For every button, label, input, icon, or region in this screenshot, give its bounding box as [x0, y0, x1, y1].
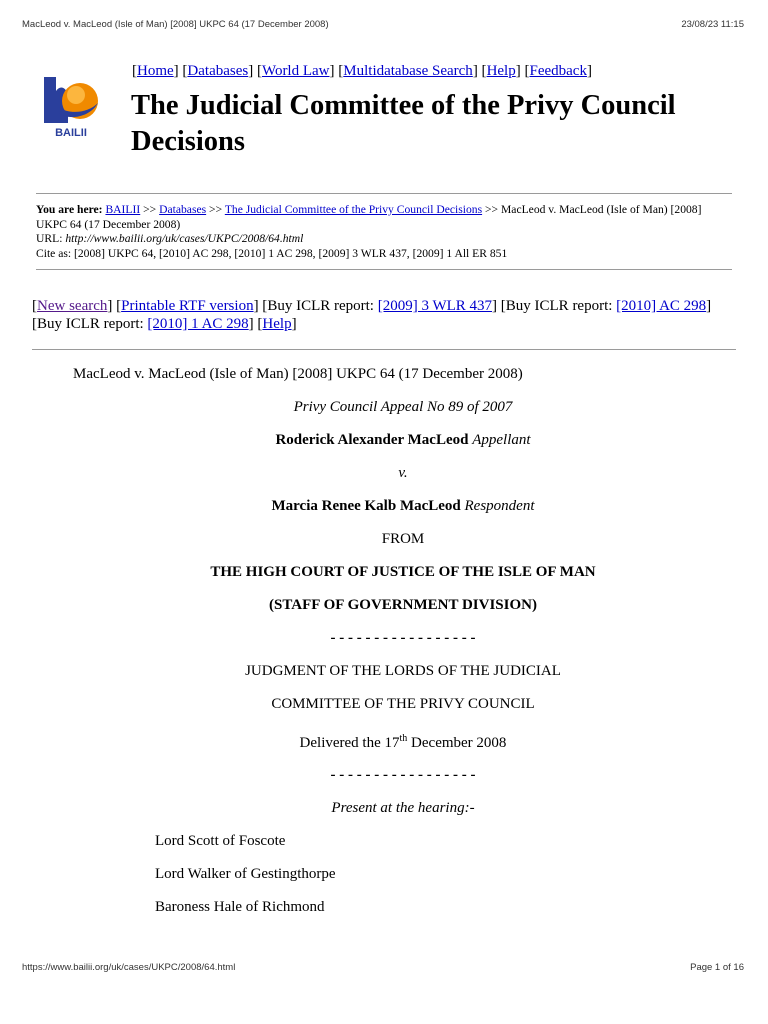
new-search-link[interactable]: New search	[37, 298, 108, 314]
bailii-logo[interactable]	[40, 73, 102, 139]
nav-databases[interactable]: Databases	[187, 63, 249, 79]
iclr-report-link-3[interactable]: [2010] 1 AC 298	[147, 316, 249, 332]
breadcrumb-separator: >>	[485, 203, 499, 216]
site-title: The Judicial Committee of the Privy Council Decisions	[131, 90, 676, 157]
cite-label: Cite as:	[36, 246, 72, 260]
breadcrumb-separator: >>	[209, 203, 223, 216]
respondent-line	[0, 498, 768, 515]
print-header	[22, 19, 744, 30]
appeal-number	[0, 399, 768, 416]
versus-text: v.	[398, 465, 408, 481]
delivered-line	[0, 733, 768, 752]
appellant-line	[0, 432, 768, 449]
present-line	[0, 800, 768, 817]
from-line: FROM	[381, 531, 425, 547]
breadcrumb-link-databases[interactable]: Databases	[159, 203, 207, 216]
print-footer-page: Page 1 of 16	[690, 962, 744, 973]
appellant-role: Appellant	[472, 432, 531, 448]
nav-home[interactable]: Home	[137, 63, 174, 79]
nav-feedback[interactable]: Feedback	[529, 63, 587, 79]
buy-iclr-label: Buy ICLR report:	[267, 298, 374, 314]
url-label: URL:	[36, 232, 63, 246]
divider-breadcrumb	[36, 269, 732, 270]
bailii-logo-icon	[40, 73, 102, 139]
court-line-1	[0, 564, 768, 581]
divider-top	[36, 193, 732, 194]
breadcrumb-separator: >>	[143, 203, 157, 216]
print-header-title: MacLeod v. MacLeod (Isle of Man) [2008] UKPC 64 (17 December 2008)	[22, 19, 329, 30]
iclr-report-link-2[interactable]: [2010] AC 298	[616, 298, 707, 314]
print-footer-url: https://www.bailii.org/uk/cases/UKPC/2008/64.html	[22, 962, 236, 973]
divider-actions	[32, 349, 736, 350]
court-division: (STAFF OF GOVERNMENT DIVISION)	[269, 597, 537, 613]
versus-line	[0, 465, 768, 482]
breadcrumb	[36, 203, 726, 261]
judge-1: Lord Scott of Foscote	[155, 833, 286, 849]
judgment-title-line-2: COMMITTEE OF THE PRIVY COUNCIL	[271, 696, 535, 712]
breadcrumb-link-bailii[interactable]: BAILII	[105, 203, 141, 216]
dash-separator-text: - - - - - - - - - - - - - - - - -	[330, 767, 476, 783]
judgment-title-line-1: JUDGMENT OF THE LORDS OF THE JUDICIAL	[245, 663, 561, 679]
court-line-2	[0, 597, 768, 614]
breadcrumb-current: MacLeod v. MacLeod (Isle of Man) [2008] UKPC 64 (17 December 2008)	[36, 203, 702, 231]
case-heading: MacLeod v. MacLeod (Isle of Man) [2008] UKPC 64 (17 December 2008)	[73, 366, 523, 382]
court-name: THE HIGH COURT OF JUSTICE OF THE ISLE OF MAN	[210, 564, 596, 580]
buy-iclr-label: Buy ICLR report:	[37, 316, 144, 332]
url-value: http://www.bailii.org/uk/cases/UKPC/2008/64.html	[65, 232, 304, 246]
judge-3: Baroness Hale of Richmond	[155, 899, 325, 915]
logo-text: BAILII	[55, 127, 87, 139]
printable-rtf-link[interactable]: Printable RTF version	[121, 298, 254, 314]
judge-2: Lord Walker of Gestingthorpe	[155, 866, 336, 882]
iclr-report-link-1[interactable]: [2009] 3 WLR 437	[377, 298, 493, 314]
appeal-number-text: Privy Council Appeal No 89 of 2007	[293, 399, 513, 415]
respondent-role: Respondent	[464, 498, 535, 514]
delivered-suffix: December 2008	[407, 735, 507, 751]
breadcrumb-label: You are here:	[36, 203, 103, 216]
appellant-name: Roderick Alexander MacLeod	[275, 432, 469, 448]
nav-help[interactable]: Help	[486, 63, 516, 79]
breadcrumb-link-privy-council[interactable]: The Judicial Committee of the Privy Council Decisions	[224, 203, 483, 216]
cite-value: [2008] UKPC 64, [2010] AC 298, [2010] 1 AC 298, [2009] 3 WLR 437, [2009] 1 All ER 851	[74, 246, 508, 260]
nav-world-law[interactable]: World Law	[261, 63, 330, 79]
print-footer	[22, 962, 744, 973]
dash-separator-1	[0, 630, 768, 647]
dash-separator-2	[0, 767, 768, 784]
top-nav: [Home] [Databases] [World Law] [Multidatabase Search] [Help] [Feedback]	[132, 63, 592, 79]
present-text: Present at the hearing:-	[331, 800, 475, 816]
action-links: [New search] [Printable RTF version] [Buy ICLR report: [2009] 3 WLR 437] [Buy ICLR report: [2010] AC 298] [Buy ICLR report: [2010] 1 AC 298] [Help]	[32, 298, 712, 332]
delivered-prefix: Delivered the 17	[299, 735, 400, 751]
print-header-timestamp: 23/08/23 11:15	[681, 19, 744, 30]
dash-separator-text: - - - - - - - - - - - - - - - - -	[330, 630, 476, 646]
nav-multidatabase-search[interactable]: Multidatabase Search	[343, 63, 473, 79]
respondent-name: Marcia Renee Kalb MacLeod	[271, 498, 461, 514]
help-link[interactable]: Help	[262, 316, 292, 332]
delivered-ordinal: th	[399, 733, 408, 744]
buy-iclr-label: Buy ICLR report:	[505, 298, 613, 314]
